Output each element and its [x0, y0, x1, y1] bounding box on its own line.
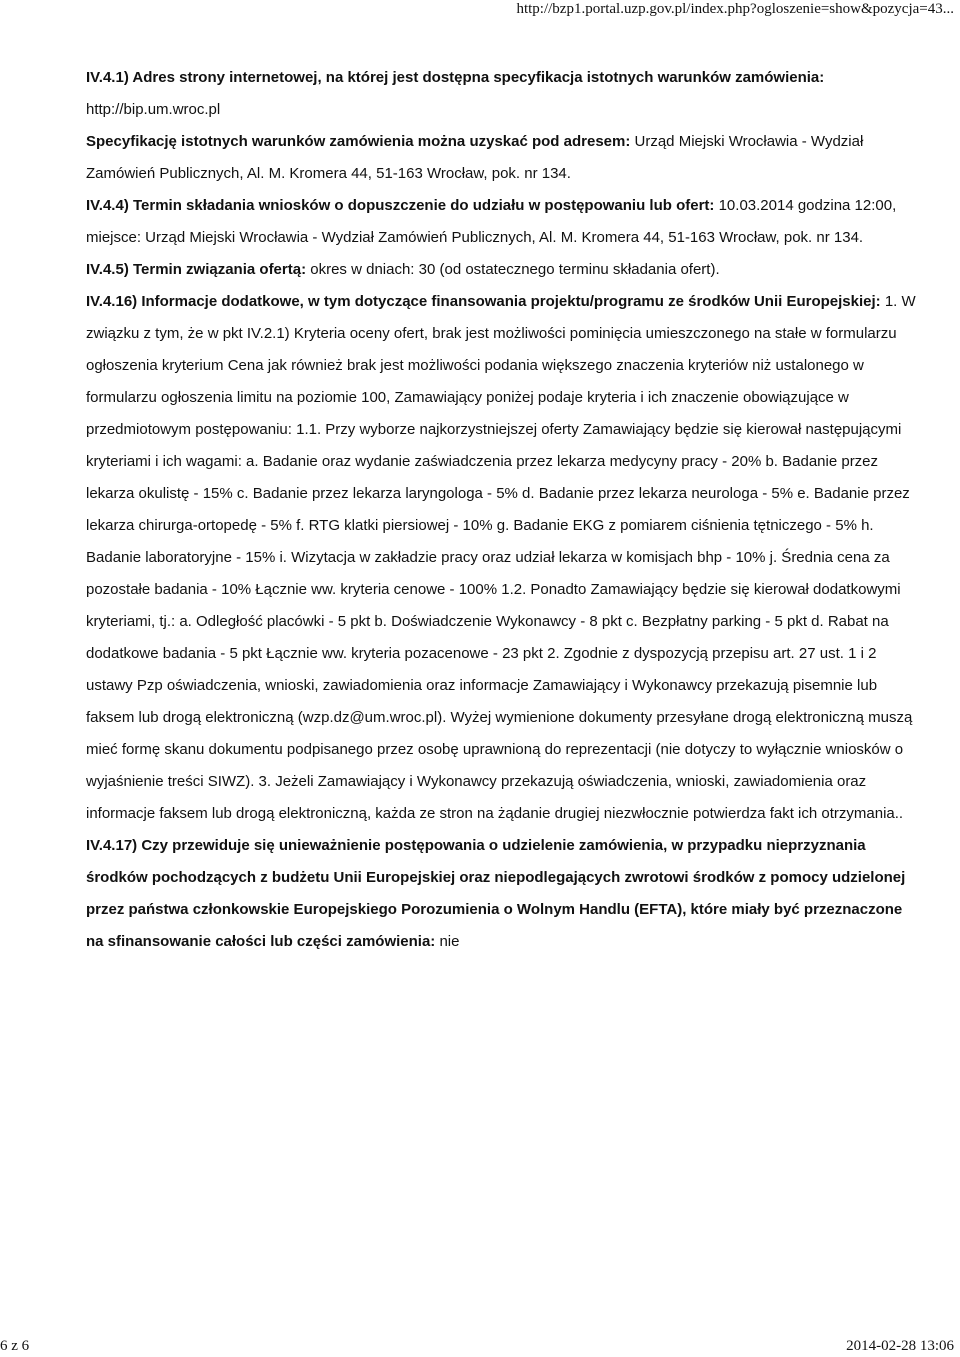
section-value: 1. W związku z tym, że w pkt IV.2.1) Kryteria oceny ofert, brak jest możliwości pominięcia umieszczonego na stałe w formularzu ogłoszenia kryterium Cena jak również brak jest możliwości podania większego znaczenia kryteriów niż ustalonego w formularzu ogłoszenia limitu na poziomie 100, Zamawiający poniżej podaje kryteria i ich znaczenie obowiązujące w przedmiotowym postępowaniu: 1.1. Przy wyborze najkorzystniejszej oferty Zamawiający będzie się kierował następującymi kryteriami i ich wagami: a. Badanie oraz wydanie zaświadczenia przez lekarza medycyny pracy - 20% b. Badanie przez lekarza okulistę - 15% c. Badanie przez lekarza laryngologa - 5% d. Badanie przez lekarza neurologa - 5% e. Badanie przez lekarza chirurga-ortopedę - 5% f. RTG klatki piersiowej - 10% g. Badanie EKG z pomiarem ciśnienia tętniczego - 5% h. Badanie laboratoryjne - 15% i. Wizytacja w zakładzie pracy oraz udział lekarza w komisjach bhp - 10% j. Średnia cena za pozostałe badania - 10% Łącznie ww. kryteria cenowe - 100% 1.2. Ponadto Zamawiający będzie się kierował dodatkowymi kryteriami, tj.: a. Odległość placówki - 5 pkt b. Doświadczenie Wykonawcy - 8 pkt c. Bezpłatny parking - 5 pkt d. Rabat na dodatkowe badania - 5 pkt Łącznie ww. kryteria pozacenowe - 23 pkt 2. Zgodnie z dyspozycją przepisu art. 27 ust. 1 i 2 ustawy Pzp oświadczenia, wnioski, zawiadomienia oraz informacje Zamawiający i Wykonawcy przekazują pisemnie lub faksem lub drogą elektroniczną (wzp.dz@um.wroc.pl). Wyżej wymienione dokumenty przesyłane drogą elektroniczną muszą mieć formę skanu dokumentu podpisanego przez osobę uprawnioną do reprezentacji (nie dotyczy to wyłącznie wniosków o wyjaśnienie treści SIWZ). 3. Jeżeli Zamawiający i Wykonawcy przekazują oświadczenia, wnioski, zawiadomienia oraz informacje faksem lub drogą elektroniczną, każda ze stron na żądanie drugiej niezwłocznie potwierdza fakt ich otrzymania.. — [86, 293, 916, 822]
section-label: Specyfikację istotnych warunków zamówienia można uzyskać pod adresem: — [86, 133, 631, 150]
page-number: 6 z 6 — [0, 1338, 30, 1354]
section-label: IV.4.4) Termin składania wniosków o dopuszczenie do udziału w postępowaniu lub ofert: — [86, 197, 715, 214]
section-label: IV.4.16) Informacje dodatkowe, w tym dotyczące finansowania projektu/programu ze środków Unii Europejskiej: — [86, 293, 881, 310]
section-offer-validity — [86, 254, 916, 286]
section-value: http://bip.um.wroc.pl — [86, 101, 221, 118]
section-value: nie — [439, 933, 460, 950]
section-additional-information — [86, 286, 916, 830]
print-timestamp: 2014-02-28 13:06 — [846, 1338, 954, 1354]
section-value: Urząd Miejski Wrocławia - Wydział Zamówień Publicznych, Al. M. Kromera 44, 51-163 Wrocław, pok. nr 134. — [86, 133, 864, 182]
section-label: IV.4.1) Adres strony internetowej, na której jest dostępna specyfikacja istotnych warunków zamówienia: — [86, 69, 825, 86]
section-specification-website — [86, 62, 916, 126]
section-value: okres w dniach: 30 (od ostatecznego terminu składania ofert). — [310, 261, 720, 278]
section-label: IV.4.5) Termin związania ofertą: — [86, 261, 307, 278]
section-value: 10.03.2014 godzina 12:00, miejsce: Urząd Miejski Wrocławia - Wydział Zamówień Publicznych, Al. M. Kromera 44, 51-163 Wrocław, pok. nr 134. — [86, 197, 897, 246]
section-annulment-eu-funds — [86, 830, 916, 958]
section-label: IV.4.17) Czy przewiduje się unieważnienie postępowania o udzielenie zamówienia, w przypadku nieprzyznania środków pochodzących z budżetu Unii Europejskiej oraz niepodlegających zwrotowi środków z pomocy udzielonej przez państwa członkowskie Europejskiego Porozumienia o Wolnym Handlu (EFTA), które miały być przeznaczone na sfinansowanie całości lub części zamówienia: — [86, 837, 906, 950]
section-specification-address — [86, 126, 916, 190]
notice-content — [86, 62, 916, 958]
page-url-header: http://bzp1.portal.uzp.gov.pl/index.php?ogloszenie=show&pozycja=43... — [516, 1, 954, 17]
section-submission-deadline — [86, 190, 916, 254]
